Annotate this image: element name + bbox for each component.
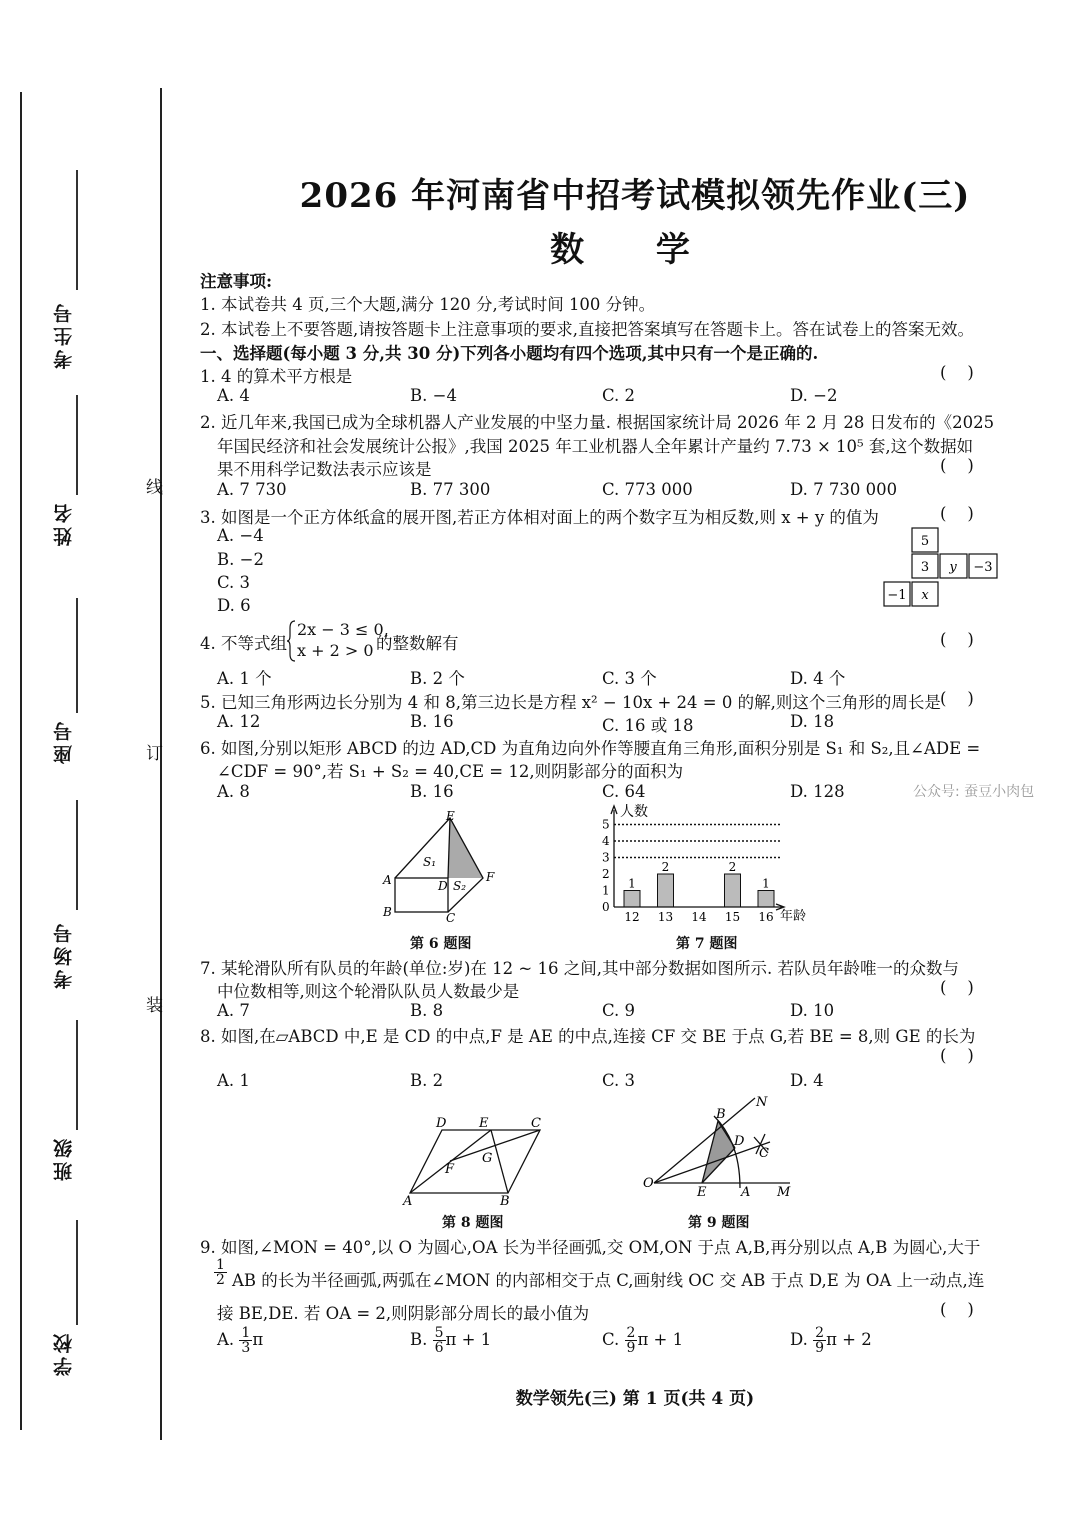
binding-word-bind: 装 bbox=[142, 996, 162, 1013]
chart-bar-13 bbox=[658, 874, 674, 907]
svg-text:M: M bbox=[777, 1185, 791, 1200]
q5-option-d: D. 18 bbox=[790, 712, 835, 731]
net-cell-x: x bbox=[921, 588, 929, 603]
q2-option-d: D. 7 730 000 bbox=[790, 480, 898, 499]
chart-bar-16 bbox=[758, 891, 774, 908]
q3-option-b: B. −2 bbox=[217, 550, 264, 569]
binding-word-staple: 订 bbox=[142, 744, 162, 761]
svg-text:S₁: S₁ bbox=[423, 855, 437, 869]
q3-option-a: A. −4 bbox=[217, 526, 264, 545]
q7-caption: 第 7 题图 bbox=[676, 936, 738, 952]
q6-line-1: 6. 如图,分别以矩形 ABCD 的边 AD,CD 为直角边向外作等腰直角三角形,面积分别是 S₁ 和 S₂,且∠ADE = bbox=[200, 739, 981, 758]
binding-word-line: 线 bbox=[142, 478, 162, 495]
q6-figure bbox=[380, 808, 510, 928]
q6-caption: 第 6 题图 bbox=[410, 936, 472, 952]
svg-text:B: B bbox=[716, 1107, 726, 1122]
q7-option-d: D. 10 bbox=[790, 1001, 835, 1020]
svg-text:C: C bbox=[759, 1146, 769, 1161]
field-label-school: 学校 bbox=[53, 1330, 75, 1376]
svg-text:A: A bbox=[741, 1185, 751, 1200]
q9-answer-paren: ( ) bbox=[940, 1300, 974, 1319]
chart-ytick-1: 1 bbox=[602, 883, 610, 898]
svg-text:F: F bbox=[486, 870, 495, 884]
chart-ylabel: 人数 bbox=[620, 804, 648, 820]
chart-ytick-3: 3 bbox=[602, 850, 610, 865]
q6-option-b: B. 16 bbox=[410, 782, 454, 801]
chart-bar-label-15: 2 bbox=[728, 860, 737, 874]
svg-text:A: A bbox=[403, 1194, 413, 1209]
q4-option-c: C. 3 个 bbox=[602, 669, 657, 688]
q9-line-1: 9. 如图,∠MON = 40°,以 O 为圆心,OA 长为半径画弧,交 OM,ON 于点 A,B,再分别以点 A,B 为圆心,大于 bbox=[200, 1238, 981, 1257]
q5-stem: 5. 已知三角形两边长分别为 4 和 8,第三边长是方程 x² − 10x + 24 = 0 的解,则这个三角形的周长是 bbox=[200, 693, 941, 712]
section-1-heading: 一、选择题(每小题 3 分,共 30 分)下列各小题均有四个选项,其中只有一个是正确的. bbox=[200, 344, 819, 363]
q4-ineq-2: x + 2 > 0 bbox=[297, 641, 374, 660]
q4-option-b: B. 2 个 bbox=[410, 669, 465, 688]
net-cell-5: 5 bbox=[920, 534, 930, 549]
svg-text:E: E bbox=[697, 1185, 707, 1200]
field-label-name: 姓名 bbox=[53, 500, 75, 546]
q9-option-d: D. $\frac{2}{9}$ π + 2 bbox=[790, 1325, 872, 1356]
q6-option-d: D. 128 bbox=[790, 782, 845, 801]
binding-line-inner bbox=[160, 88, 162, 1440]
q1-stem: 1. 4 的算术平方根是 bbox=[200, 367, 353, 386]
q3-cube-net bbox=[880, 528, 1000, 608]
q3-option-c: C. 3 bbox=[217, 573, 251, 592]
q7-option-c: C. 9 bbox=[602, 1001, 636, 1020]
q2-answer-paren: ( ) bbox=[940, 456, 974, 475]
svg-text:E: E bbox=[479, 1116, 489, 1131]
q2-option-a: A. 7 730 bbox=[217, 480, 287, 499]
svg-text:D: D bbox=[438, 879, 448, 893]
svg-text:E: E bbox=[446, 809, 455, 823]
q8-option-d: D. 4 bbox=[790, 1071, 824, 1090]
q8-option-b: B. 2 bbox=[410, 1071, 444, 1090]
field-label-exam-number: 考生号 bbox=[53, 300, 75, 369]
q1-option-b: B. −4 bbox=[410, 386, 457, 405]
q5-option-a: A. 12 bbox=[217, 712, 261, 731]
q4-answer-paren: ( ) bbox=[940, 630, 974, 649]
net-cell-3: 3 bbox=[920, 560, 930, 575]
q1-answer-paren: ( ) bbox=[940, 363, 974, 382]
q9-option-a: A. $\frac{1}{3}$ π bbox=[217, 1325, 264, 1356]
svg-text:N: N bbox=[756, 1095, 768, 1110]
q9-option-b: B. $\frac{5}{6}$ π + 1 bbox=[410, 1325, 492, 1356]
q7-line-2: 中位数相等,则这个轮滑队队员人数最少是 bbox=[217, 982, 520, 1001]
q1-option-a: A. 4 bbox=[217, 386, 250, 405]
q8-answer-paren: ( ) bbox=[940, 1046, 974, 1065]
svg-text:O: O bbox=[643, 1176, 654, 1191]
q8-parallelogram-figure bbox=[400, 1115, 550, 1210]
chart-bar-12 bbox=[624, 891, 640, 908]
q8-option-c: C. 3 bbox=[602, 1071, 636, 1090]
q2-option-b: B. 77 300 bbox=[410, 480, 491, 499]
svg-text:D: D bbox=[436, 1116, 447, 1131]
q9-caption: 第 9 题图 bbox=[688, 1215, 750, 1231]
q6-option-c: C. 64 bbox=[602, 782, 646, 801]
field-label-seat: 座号 bbox=[53, 718, 75, 764]
chart-ytick-2: 2 bbox=[602, 867, 610, 881]
q1-option-c: C. 2 bbox=[602, 386, 636, 405]
note-1: 1. 本试卷共 4 页,三个大题,满分 120 分,考试时间 100 分钟。 bbox=[200, 295, 656, 314]
notes-heading: 注意事项: bbox=[200, 272, 273, 291]
svg-text:C: C bbox=[446, 911, 456, 925]
q9-line-2: AB 的长为半径画弧,两弧在∠MON 的内部相交于点 C,画射线 OC 交 AB 于点 D,E 为 OA 上一动点,连 bbox=[232, 1271, 985, 1290]
q9-option-c: C. $\frac{2}{9}$ π + 1 bbox=[602, 1325, 684, 1356]
q3-stem: 3. 如图是一个正方体纸盒的展开图,若正方体相对面上的两个数字互为相反数,则 x + y 的值为 bbox=[200, 508, 879, 527]
chart-xtick-14: 14 bbox=[691, 910, 707, 924]
svg-text:D: D bbox=[734, 1134, 745, 1149]
q8-stem: 8. 如图,在▱ABCD 中,E 是 CD 的中点,F 是 AE 的中点,连接 CF 交 BE 于点 G,若 BE = 8,则 GE 的长为 bbox=[200, 1027, 976, 1046]
q2-line-1: 2. 近几年来,我国已成为全球机器人产业发展的中坚力量. 根据国家统计局 2026 年 2 月 28 日发布的《2025 bbox=[200, 413, 995, 432]
field-line-school bbox=[76, 1220, 78, 1325]
q2-line-3: 果不用科学记数法表示应该是 bbox=[217, 460, 432, 479]
q5-option-b: B. 16 bbox=[410, 712, 454, 731]
field-line-seat bbox=[76, 598, 78, 713]
subject-title: 数 学 bbox=[550, 230, 720, 270]
net-cell-y: y bbox=[949, 560, 957, 575]
q9-half-fraction: $\frac{1}{2}$ bbox=[216, 1257, 225, 1288]
page-title: 2026 年河南省中招考试模拟领先作业(三) bbox=[299, 176, 971, 216]
chart-bar-15 bbox=[725, 874, 741, 907]
note-2: 2. 本试卷上不要答题,请按答题卡上注意事项的要求,直接把答案填写在答题卡上。答在试卷上的答案无效。 bbox=[200, 320, 974, 339]
svg-text:A: A bbox=[383, 873, 392, 887]
field-line-class bbox=[76, 1020, 78, 1130]
q7-option-a: A. 7 bbox=[217, 1001, 250, 1020]
q4-brace bbox=[287, 620, 297, 662]
q4-option-a: A. 1 个 bbox=[217, 669, 272, 688]
chart-xlabel: 年龄 bbox=[780, 909, 807, 924]
field-line-name bbox=[76, 395, 78, 495]
q9-angle-figure bbox=[640, 1090, 800, 1205]
q6-option-a: A. 8 bbox=[217, 782, 250, 801]
chart-ytick-4: 4 bbox=[602, 834, 610, 848]
q3-answer-paren: ( ) bbox=[940, 504, 974, 523]
svg-text:C: C bbox=[531, 1116, 541, 1131]
svg-text:B: B bbox=[500, 1194, 510, 1209]
chart-xtick-15: 15 bbox=[724, 910, 741, 924]
q4-stem-prefix: 4. 不等式组 bbox=[200, 634, 287, 653]
chart-xtick-16: 16 bbox=[758, 910, 774, 924]
q9-line-3: 接 BE,DE. 若 OA = 2,则阴影部分周长的最小值为 bbox=[217, 1304, 590, 1323]
q4-ineq-1: 2x − 3 ≤ 0, bbox=[297, 620, 389, 639]
field-line-exam-number bbox=[76, 170, 78, 290]
q5-option-c: C. 16 或 18 bbox=[602, 716, 694, 735]
field-label-room: 考场号 bbox=[53, 920, 75, 989]
chart-bar-label-13: 2 bbox=[661, 860, 670, 874]
q5-answer-paren: ( ) bbox=[940, 689, 974, 708]
q7-bar-chart bbox=[592, 802, 817, 930]
net-cell-neg1: −1 bbox=[887, 588, 907, 603]
q4-option-d: D. 4 个 bbox=[790, 669, 846, 688]
q2-option-c: C. 773 000 bbox=[602, 480, 693, 499]
q7-option-b: B. 8 bbox=[410, 1001, 444, 1020]
q8-option-a: A. 1 bbox=[217, 1071, 250, 1090]
q7-answer-paren: ( ) bbox=[940, 978, 974, 997]
q1-option-d: D. −2 bbox=[790, 386, 838, 405]
svg-text:B: B bbox=[383, 905, 392, 919]
chart-ytick-0: 0 bbox=[602, 900, 610, 914]
svg-text:S₂: S₂ bbox=[453, 879, 467, 893]
q4-stem-suffix: 的整数解有 bbox=[376, 634, 459, 653]
net-cell-neg3: −3 bbox=[973, 560, 993, 575]
q3-option-d: D. 6 bbox=[217, 596, 251, 615]
chart-xtick-12: 12 bbox=[624, 910, 640, 924]
q8-caption: 第 8 题图 bbox=[442, 1215, 504, 1231]
chart-ytick-5: 5 bbox=[602, 817, 610, 832]
q7-line-1: 7. 某轮滑队所有队员的年龄(单位:岁)在 12 ~ 16 之间,其中部分数据如图所示. 若队员年龄唯一的众数与 bbox=[200, 959, 959, 978]
watermark: 公众号: 蚕豆小肉包 bbox=[913, 784, 1035, 800]
page-footer: 数学领先(三) 第 1 页(共 4 页) bbox=[515, 1389, 755, 1409]
chart-xtick-13: 13 bbox=[657, 910, 674, 924]
q6-line-2: ∠CDF = 90°,若 S₁ + S₂ = 40,CE = 12,则阴影部分的面积为 bbox=[217, 762, 684, 781]
chart-bar-label-12: 1 bbox=[628, 876, 636, 891]
svg-text:G: G bbox=[482, 1151, 493, 1166]
chart-bar-label-16: 1 bbox=[762, 876, 770, 891]
q2-line-2: 年国民经济和社会发展统计公报》,我国 2025 年工业机器人全年累计产量约 7.73 × 10⁵ 套,这个数据如 bbox=[217, 437, 974, 456]
field-line-room bbox=[76, 800, 78, 910]
binding-line-outer bbox=[20, 92, 22, 1430]
svg-text:F: F bbox=[445, 1162, 455, 1177]
field-label-class: 班级 bbox=[53, 1135, 75, 1181]
